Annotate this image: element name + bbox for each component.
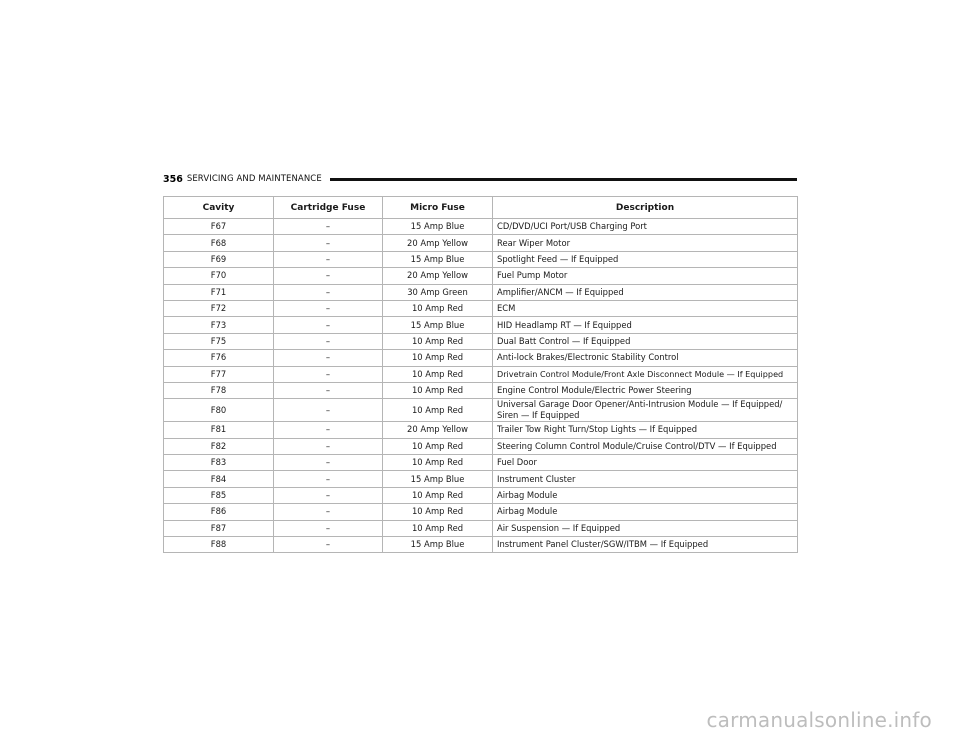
column-header-description: Description	[493, 197, 798, 219]
description-cell: Steering Column Control Module/Cruise Control/DTV — If Equipped	[493, 438, 798, 454]
cartridge-fuse-cell: –	[274, 382, 383, 398]
cartridge-fuse-cell: –	[274, 399, 383, 422]
micro-fuse-cell: 10 Amp Red	[383, 399, 493, 422]
micro-fuse-cell: 20 Amp Yellow	[383, 235, 493, 251]
description-cell: CD/DVD/UCI Port/USB Charging Port	[493, 219, 798, 235]
description-cell: Rear Wiper Motor	[493, 235, 798, 251]
fuse-table	[163, 196, 798, 553]
micro-fuse-cell: 15 Amp Blue	[383, 219, 493, 235]
cartridge-fuse-cell: –	[274, 438, 383, 454]
micro-fuse-cell: 10 Amp Red	[383, 366, 493, 382]
table-row	[164, 350, 798, 366]
cavity-cell: F73	[164, 317, 274, 333]
cartridge-fuse-cell: –	[274, 317, 383, 333]
cavity-cell: F68	[164, 235, 274, 251]
cavity-cell: F69	[164, 251, 274, 267]
micro-fuse-cell: 30 Amp Green	[383, 284, 493, 300]
cavity-cell: F70	[164, 268, 274, 284]
table-row	[164, 284, 798, 300]
micro-fuse-cell: 10 Amp Red	[383, 504, 493, 520]
cartridge-fuse-cell: –	[274, 300, 383, 316]
table-row	[164, 219, 798, 235]
cavity-cell: F88	[164, 537, 274, 553]
table-row	[164, 438, 798, 454]
table-row	[164, 455, 798, 471]
description-cell: Anti-lock Brakes/Electronic Stability Control	[493, 350, 798, 366]
micro-fuse-cell: 20 Amp Yellow	[383, 268, 493, 284]
cartridge-fuse-cell: –	[274, 422, 383, 438]
micro-fuse-cell: 15 Amp Blue	[383, 471, 493, 487]
cartridge-fuse-cell: –	[274, 284, 383, 300]
table-row	[164, 333, 798, 349]
table-row	[164, 235, 798, 251]
cartridge-fuse-cell: –	[274, 333, 383, 349]
page-number: 356	[163, 173, 183, 185]
table-row	[164, 487, 798, 503]
cavity-cell: F86	[164, 504, 274, 520]
cavity-cell: F71	[164, 284, 274, 300]
micro-fuse-cell: 10 Amp Red	[383, 382, 493, 398]
cavity-cell: F82	[164, 438, 274, 454]
description-cell: Instrument Panel Cluster/SGW/ITBM — If Equipped	[493, 537, 798, 553]
cavity-cell: F85	[164, 487, 274, 503]
micro-fuse-cell: 10 Amp Red	[383, 520, 493, 536]
cartridge-fuse-cell: –	[274, 537, 383, 553]
cavity-cell: F84	[164, 471, 274, 487]
description-cell: Drivetrain Control Module/Front Axle Disconnect Module — If Equipped	[493, 366, 798, 382]
watermark: carmanualsonline.info	[706, 708, 932, 732]
description-cell	[493, 399, 798, 422]
table-row	[164, 251, 798, 267]
table-row	[164, 399, 798, 422]
column-header-cavity: Cavity	[164, 197, 274, 219]
micro-fuse-cell: 10 Amp Red	[383, 455, 493, 471]
cavity-cell: F67	[164, 219, 274, 235]
table-header-row	[164, 197, 798, 219]
cartridge-fuse-cell: –	[274, 504, 383, 520]
cartridge-fuse-cell: –	[274, 487, 383, 503]
description-line-2: Siren — If Equipped	[497, 410, 580, 421]
micro-fuse-cell: 15 Amp Blue	[383, 317, 493, 333]
description-cell: Spotlight Feed — If Equipped	[493, 251, 798, 267]
description-cell: Trailer Tow Right Turn/Stop Lights — If Equipped	[493, 422, 798, 438]
description-cell: Air Suspension — If Equipped	[493, 520, 798, 536]
cavity-cell: F76	[164, 350, 274, 366]
section-title: SERVICING AND MAINTENANCE	[186, 174, 322, 184]
micro-fuse-cell: 10 Amp Red	[383, 333, 493, 349]
cartridge-fuse-cell: –	[274, 366, 383, 382]
table-row	[164, 520, 798, 536]
cavity-cell: F87	[164, 520, 274, 536]
description-cell: HID Headlamp RT — If Equipped	[493, 317, 798, 333]
description-cell: Dual Batt Control — If Equipped	[493, 333, 798, 349]
micro-fuse-cell: 10 Amp Red	[383, 438, 493, 454]
cavity-cell: F78	[164, 382, 274, 398]
description-cell: Airbag Module	[493, 504, 798, 520]
description-cell: Airbag Module	[493, 487, 798, 503]
description-cell: Fuel Pump Motor	[493, 268, 798, 284]
table-row	[164, 471, 798, 487]
micro-fuse-cell: 10 Amp Red	[383, 300, 493, 316]
cartridge-fuse-cell: –	[274, 268, 383, 284]
column-header-cartridge-fuse: Cartridge Fuse	[274, 197, 383, 219]
cartridge-fuse-cell: –	[274, 219, 383, 235]
cartridge-fuse-cell: –	[274, 471, 383, 487]
cavity-cell: F83	[164, 455, 274, 471]
cavity-cell: F72	[164, 300, 274, 316]
description-line-1: Universal Garage Door Opener/Anti-Intrusion Module — If Equipped/	[497, 399, 783, 410]
description-cell: Engine Control Module/Electric Power Steering	[493, 382, 798, 398]
micro-fuse-cell: 15 Amp Blue	[383, 537, 493, 553]
column-header-micro-fuse: Micro Fuse	[383, 197, 493, 219]
cavity-cell: F80	[164, 399, 274, 422]
page-header	[163, 172, 797, 186]
description-cell: Fuel Door	[493, 455, 798, 471]
micro-fuse-cell: 10 Amp Red	[383, 350, 493, 366]
table-row	[164, 422, 798, 438]
description-cell: Instrument Cluster	[493, 471, 798, 487]
header-rule	[330, 178, 797, 181]
table-row	[164, 537, 798, 553]
table-row	[164, 268, 798, 284]
micro-fuse-cell: 10 Amp Red	[383, 487, 493, 503]
table-row	[164, 366, 798, 382]
table-row	[164, 300, 798, 316]
cartridge-fuse-cell: –	[274, 520, 383, 536]
micro-fuse-cell: 15 Amp Blue	[383, 251, 493, 267]
table-row	[164, 504, 798, 520]
cartridge-fuse-cell: –	[274, 455, 383, 471]
cartridge-fuse-cell: –	[274, 251, 383, 267]
cavity-cell: F81	[164, 422, 274, 438]
cartridge-fuse-cell: –	[274, 350, 383, 366]
description-cell: Amplifier/ANCM — If Equipped	[493, 284, 798, 300]
cavity-cell: F77	[164, 366, 274, 382]
micro-fuse-cell: 20 Amp Yellow	[383, 422, 493, 438]
description-cell: ECM	[493, 300, 798, 316]
table-row	[164, 317, 798, 333]
cavity-cell: F75	[164, 333, 274, 349]
cartridge-fuse-cell: –	[274, 235, 383, 251]
table-row	[164, 382, 798, 398]
